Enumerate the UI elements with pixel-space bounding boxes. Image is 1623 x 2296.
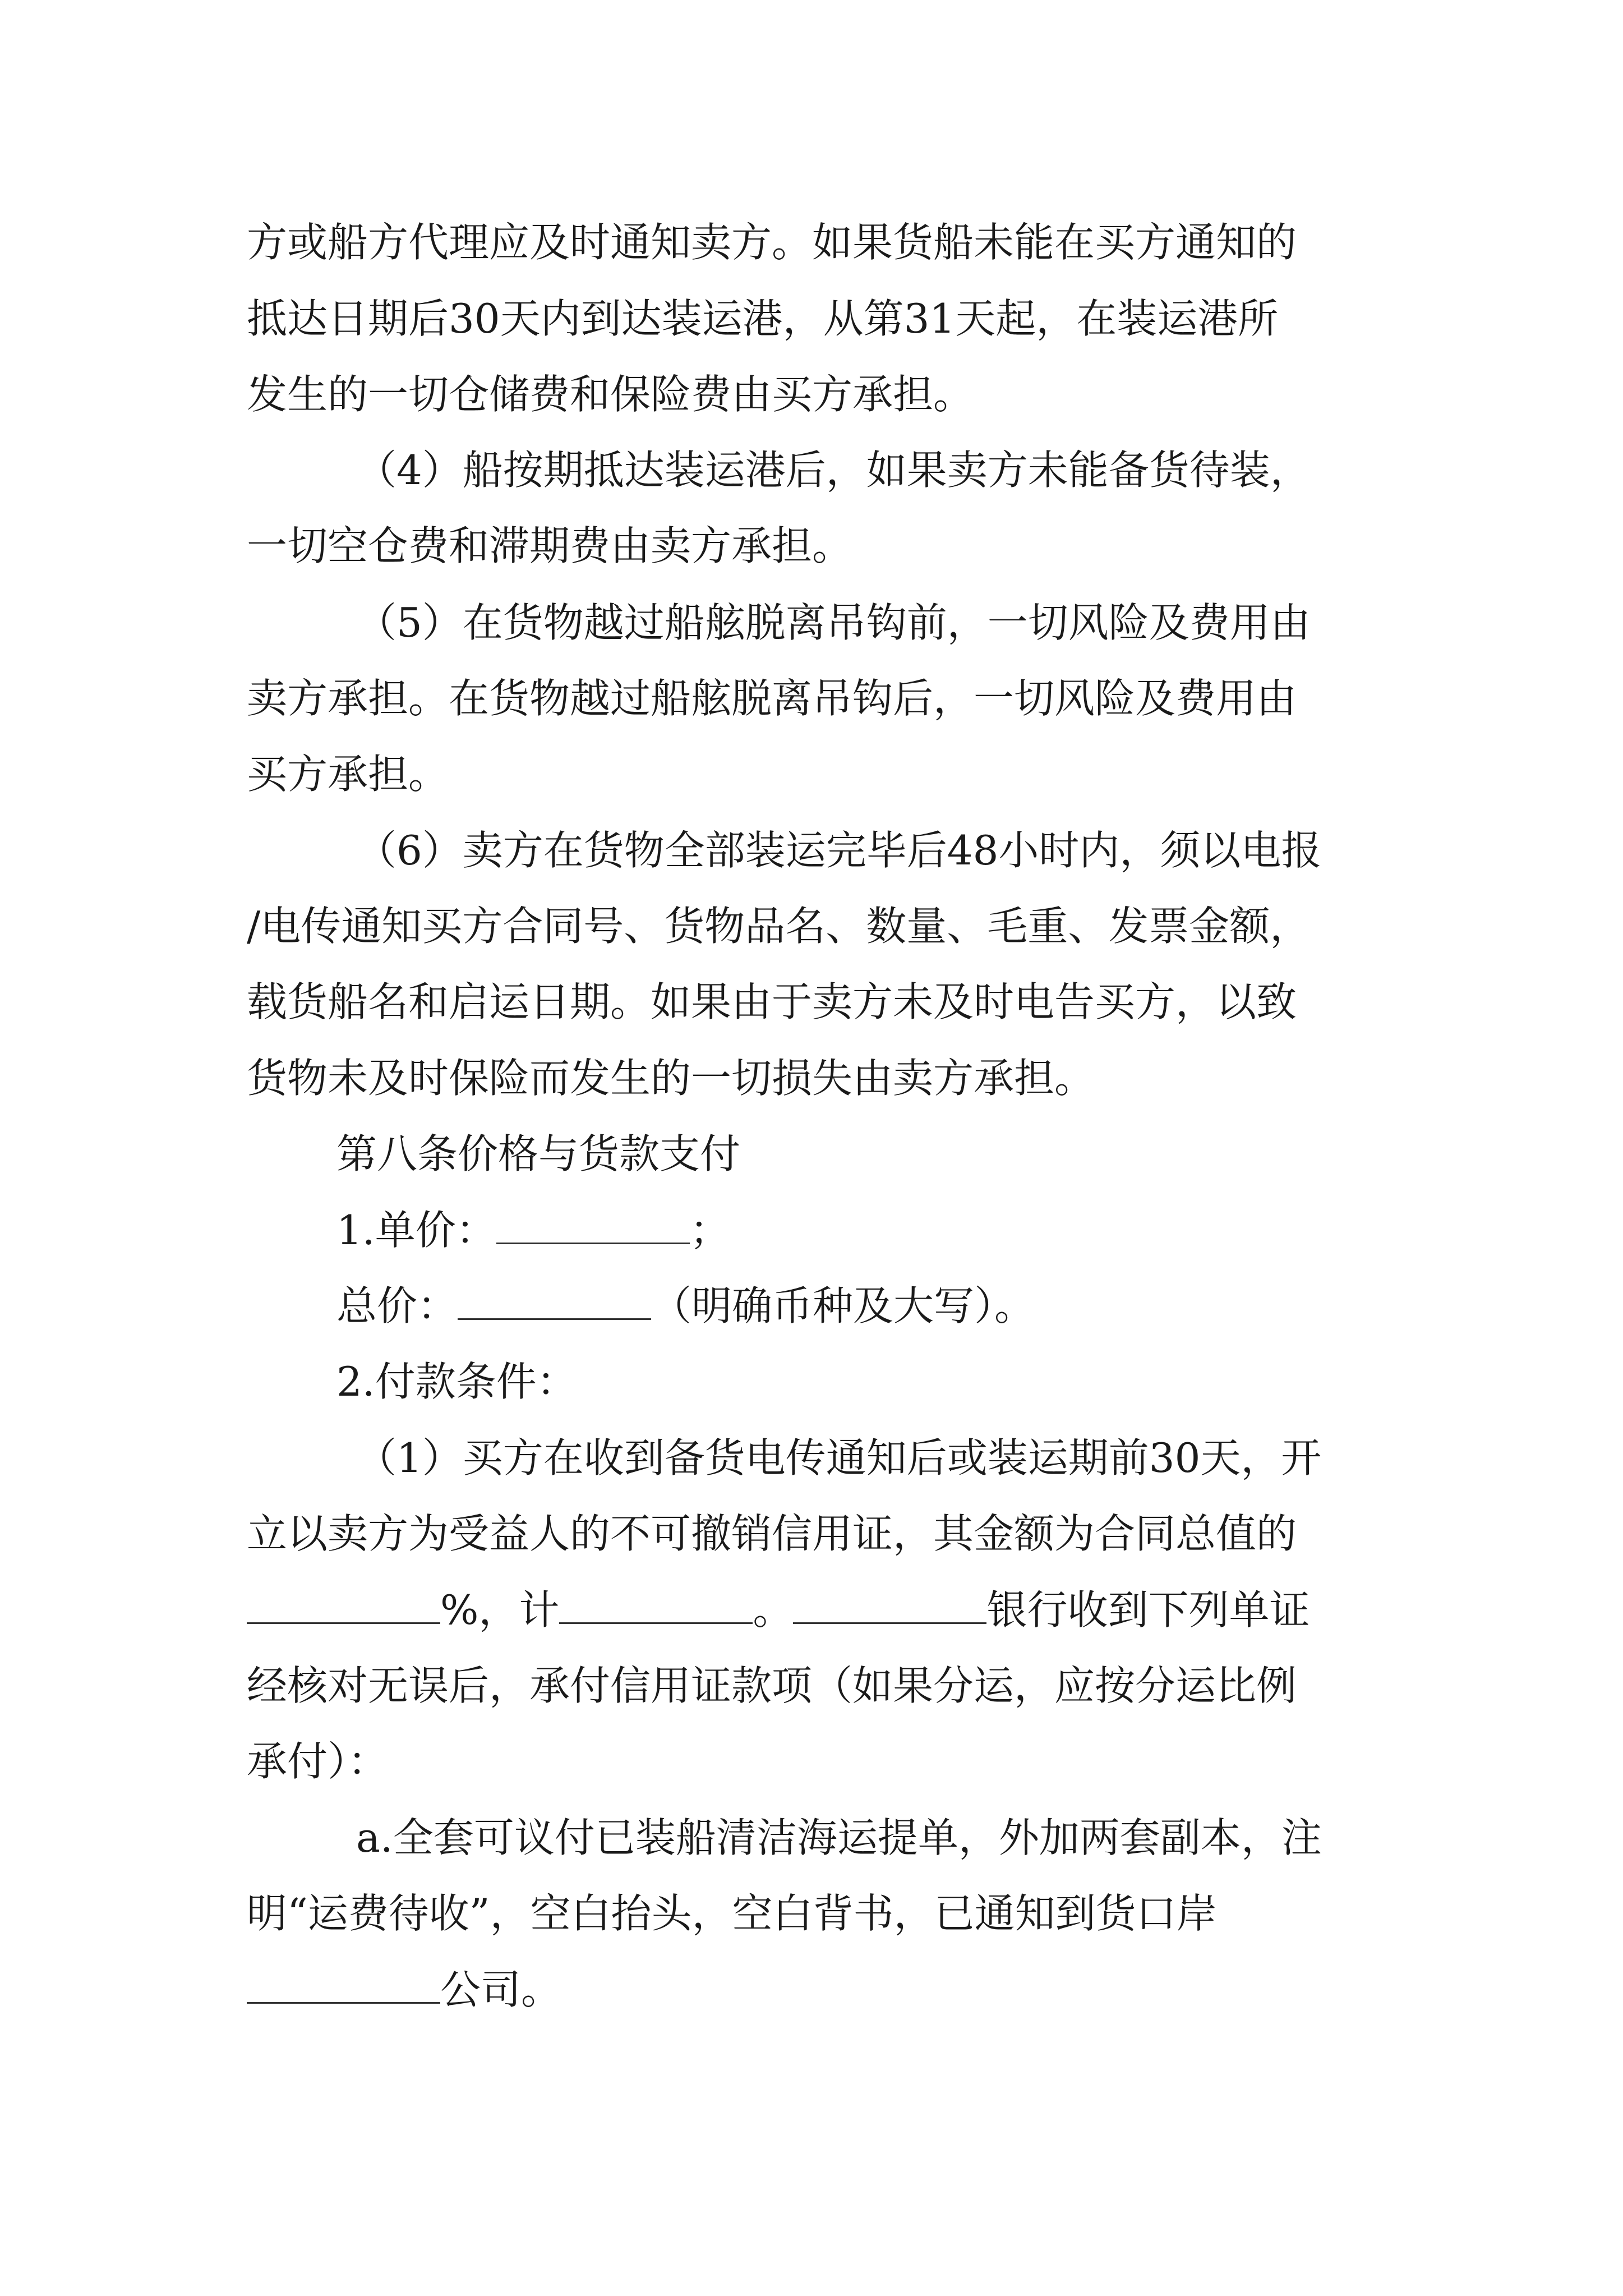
paragraph-line: 载货船名和启运日期。如果由于卖方未及时电告买方，以致 xyxy=(247,978,1297,1025)
payment-line: （1）买方在收到备货电传通知后或装运期前30天，开 xyxy=(356,1434,1322,1481)
payment-line: 承付）： xyxy=(247,1738,389,1785)
amount-blank xyxy=(559,1583,753,1624)
percent-blank xyxy=(247,1583,440,1624)
paragraph-line: 货物未及时保险而发生的一切损失由卖方承担。 xyxy=(247,1055,1095,1102)
item-a-line: 明“运费待收”，空白抬头，空白背书，已通知到货口岸 xyxy=(247,1890,1217,1937)
clause-4-line: （4）船按期抵达装运港后，如果卖方未能备货待装， xyxy=(356,447,1311,494)
paragraph-line: /电传通知买方合同号、货物品名、数量、毛重、发票金额， xyxy=(247,903,1311,950)
period-text: 。 xyxy=(753,1586,794,1634)
total-price-line xyxy=(336,1278,1035,1334)
payment-blanks-line xyxy=(247,1582,1310,1638)
unit-price-line xyxy=(336,1202,730,1258)
payment-line: 立以卖方为受益人的不可撤销信用证，其金额为合同总值的 xyxy=(247,1510,1297,1557)
clause-5-line: （5）在货物越过船舷脱离吊钩前，一切风险及费用由 xyxy=(356,599,1311,646)
company-blank xyxy=(247,1963,440,2004)
paragraph-line: 方或船方代理应及时通知卖方。如果货船未能在买方通知的 xyxy=(247,219,1297,266)
item-a-line: a.全套可议付已装船清洁海运提单，外加两套副本，注 xyxy=(356,1814,1322,1861)
payment-line: 经核对无误后，承付信用证款项（如果分运，应按分运比例 xyxy=(247,1662,1297,1709)
payment-terms-label: 2.付款条件： xyxy=(336,1358,577,1405)
percent-text: %，计 xyxy=(440,1586,560,1634)
unit-price-end: ； xyxy=(689,1207,730,1254)
total-price-label: 总价： xyxy=(336,1282,458,1329)
bank-text: 银行收到下列单证 xyxy=(986,1586,1310,1634)
unit-price-label: 1.单价： xyxy=(336,1207,496,1254)
paragraph-line: 发生的一切仓储费和保险费由买方承担。 xyxy=(247,371,974,418)
article-8-heading: 第八条价格与货款支付 xyxy=(336,1130,741,1177)
company-line xyxy=(247,1962,561,2018)
clause-6-line: （6）卖方在货物全部装运完毕后48小时内，须以电报 xyxy=(356,827,1322,874)
total-price-blank xyxy=(458,1279,651,1320)
paragraph-line: 卖方承担。在货物越过船舷脱离吊钩后，一切风险及费用由 xyxy=(247,675,1297,722)
paragraph-line: 买方承担。 xyxy=(247,751,449,798)
bank-blank xyxy=(793,1583,986,1624)
total-price-note: （明确币种及大写）。 xyxy=(651,1282,1035,1329)
unit-price-blank xyxy=(496,1203,690,1244)
paragraph-line: 抵达日期后30天内到达装运港，从第31天起，在装运港所 xyxy=(247,295,1279,342)
company-text: 公司。 xyxy=(440,1966,562,2013)
paragraph-line: 一切空仓费和滞期费由卖方承担。 xyxy=(247,522,853,569)
